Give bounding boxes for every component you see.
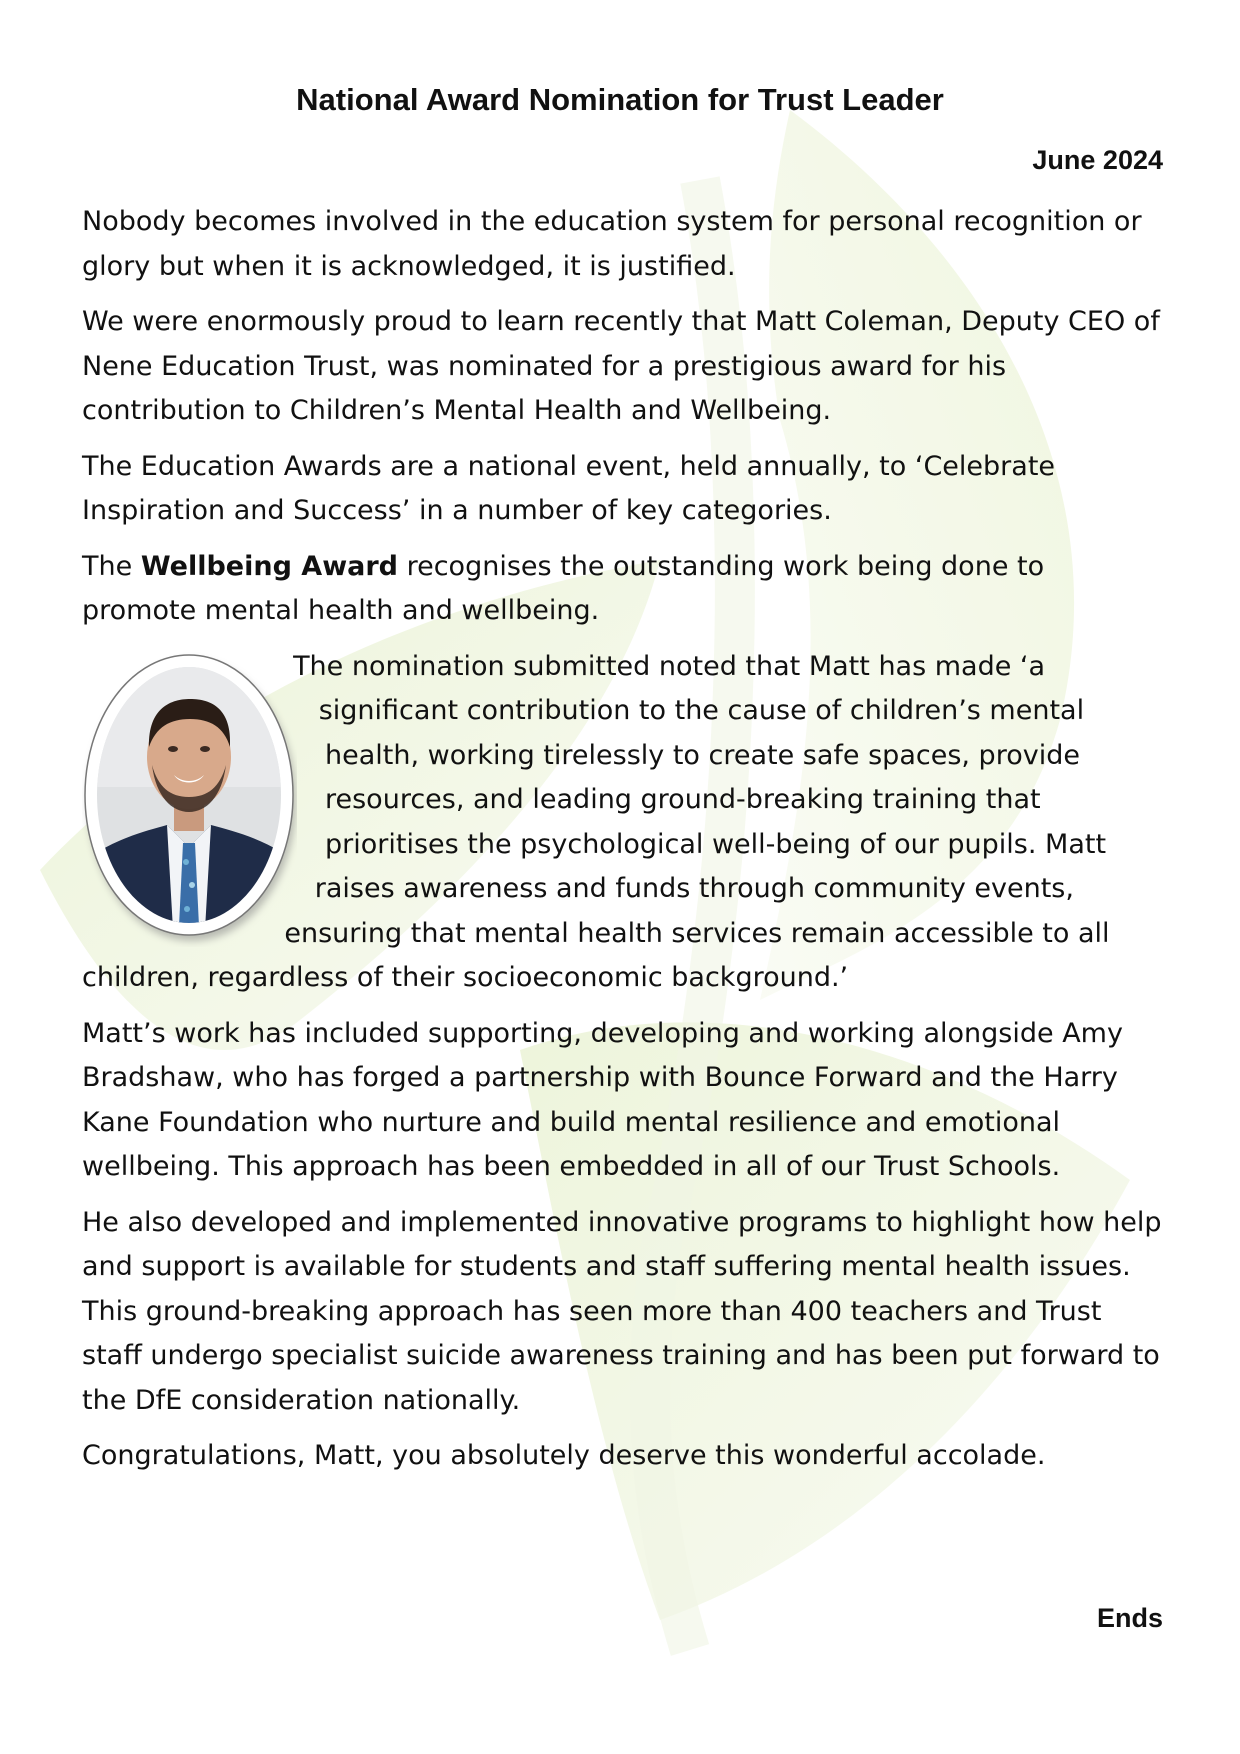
award-name: Wellbeing Award <box>140 550 398 582</box>
article-title: National Award Nomination for Trust Leader <box>296 82 944 117</box>
paragraph-programs: He also developed and implemented innovative programs to highlight how help and support is available for students and staff suffering mental health issues. This ground-breaking approach has seen more than 400 teachers and Trust staff undergo specialist suicide awareness training and has been put forward to the DfE consideration nationally. <box>82 1206 1162 1416</box>
paragraph-nomination-quote: The nomination submitted noted that Matt has made ‘a significant contribution to the cause of children’s mental health, working tirelessly to create safe spaces, provide resources, and leading ground-breaking training that prioritises the psychological well-being of our pupils. Matt raises awareness and funds through community events, ensuring that mental health services remain accessible to all children, regardless of their socioeconomic background.’ <box>82 650 1110 993</box>
paragraph-amy-bradshaw: Matt’s work has included supporting, developing and working alongside Amy Bradshaw, who has forged a partnership with Bounce Forward and the Harry Kane Foundation who nurture and build mental resilience and emotional wellbeing. This approach has been embedded in all of our Trust Schools. <box>82 1017 1123 1182</box>
paragraph-congratulations: Congratulations, Matt, you absolutely deserve this wonderful accolade. <box>82 1440 1046 1471</box>
portrait-photo <box>82 647 297 947</box>
paragraph-wellbeing-award <box>82 545 1164 634</box>
award-suffix: recognises the outstanding work being done to promote mental health and wellbeing. <box>82 550 1045 626</box>
article-body <box>82 200 1164 1490</box>
paragraph-nomination: We were enormously proud to learn recently that Matt Coleman, Deputy CEO of Nene Education Trust, was nominated for a prestigious award for his contribution to Children’s Mental Health and Wellbeing. <box>82 306 1160 426</box>
article-date: June 2024 <box>1032 145 1163 175</box>
paragraph-education-awards: The Education Awards are a national event, held annually, to ‘Celebrate Inspiration and Success’ in a number of key categories. <box>82 450 1056 526</box>
award-prefix: The <box>82 550 141 582</box>
ends-marker: Ends <box>1096 1603 1163 1633</box>
paragraph-intro: Nobody becomes involved in the education system for personal recognition or glory but when it is acknowledged, it is justified. <box>82 206 1142 282</box>
